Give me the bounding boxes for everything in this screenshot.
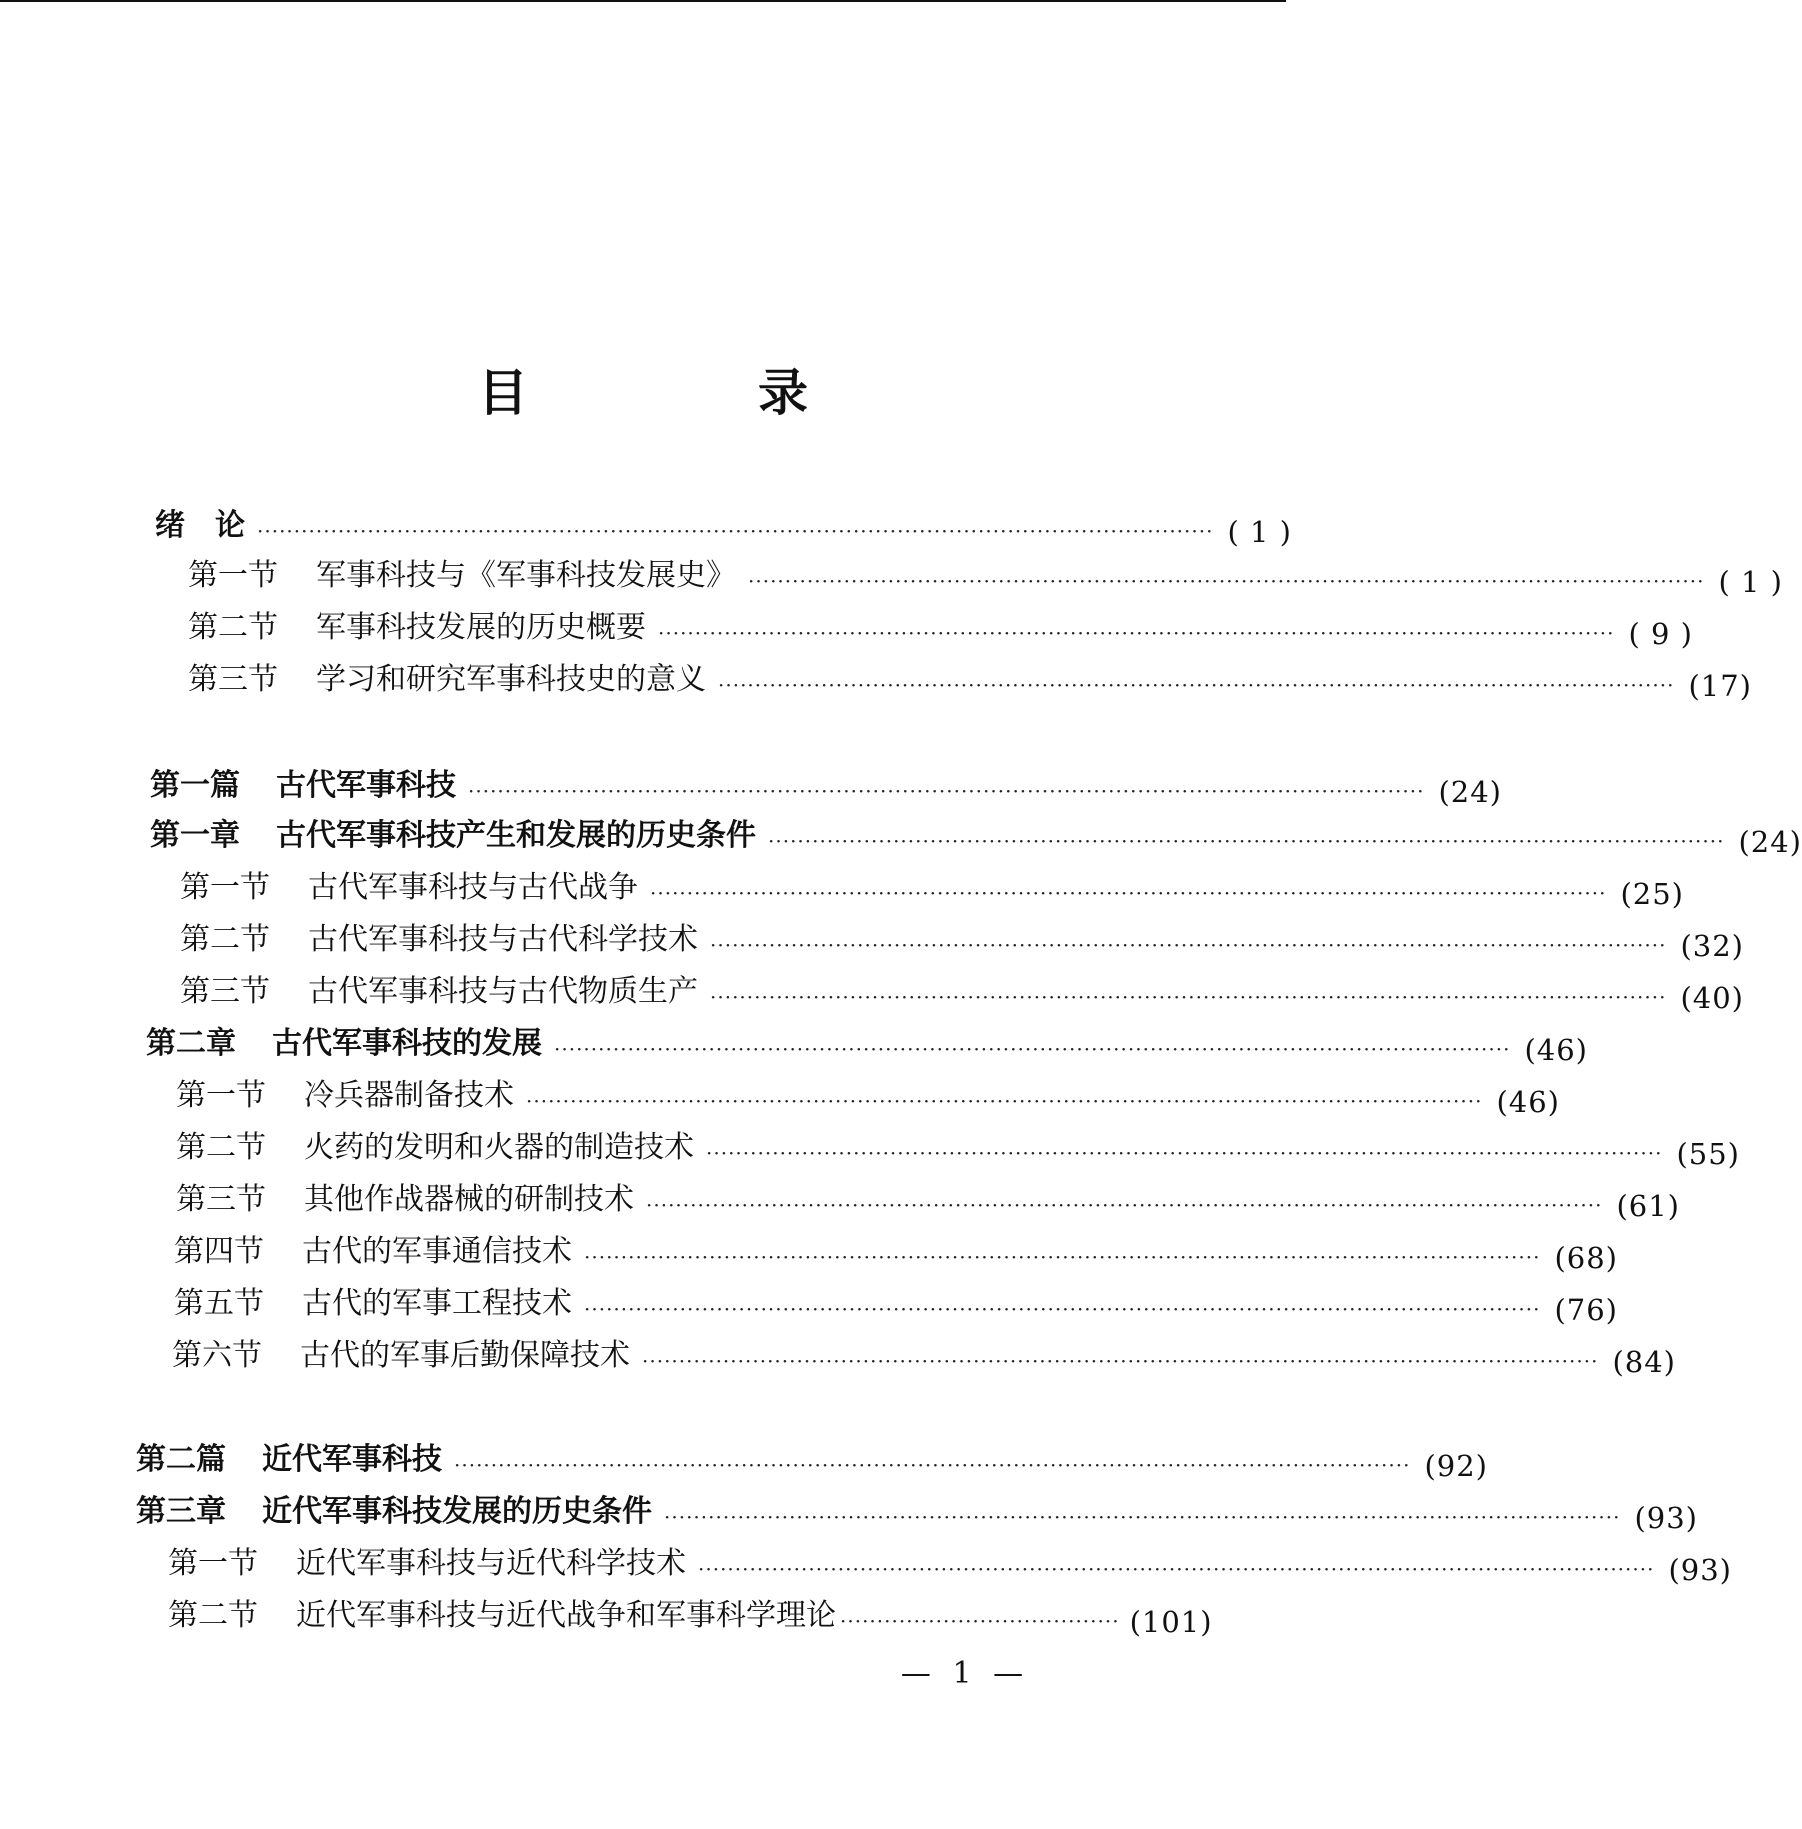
toc-entry-title: 古代军事科技产生和发展的历史条件: [276, 818, 756, 853]
toc-entry-title: 古代军事科技的发展: [272, 1026, 542, 1061]
toc-entry[interactable]: [176, 1180, 1680, 1223]
toc-entry-page: ( 1 ): [1718, 565, 1783, 599]
toc-entry-page: (24): [1738, 825, 1802, 859]
toc-entry-title: 军事科技与《军事科技发展史》: [316, 558, 736, 593]
toc-entry-title: 古代军事科技: [276, 768, 456, 803]
page-title: 目 录: [478, 364, 898, 422]
toc-entry[interactable]: [136, 1492, 1698, 1535]
toc-entry[interactable]: [136, 1440, 1488, 1483]
toc-entry-label: 第二节: [180, 922, 270, 957]
toc-entry-page: (68): [1554, 1241, 1618, 1275]
toc-entry-label: 第三章: [136, 1494, 226, 1529]
dot-leader: ··································································································································: [768, 829, 1725, 853]
dot-leader: ··································································································································: [706, 1141, 1663, 1165]
toc-entry-page: (25): [1620, 877, 1684, 911]
dot-leader: ··································································································································: [554, 1037, 1511, 1061]
toc-entry-label: 第三节: [188, 662, 278, 697]
toc-entry-label: 第一章: [150, 818, 240, 853]
toc-entry-label: 第一节: [168, 1546, 258, 1581]
toc-entry[interactable]: [174, 1284, 1618, 1327]
top-border-line: [0, 0, 1286, 2]
toc-entry-title: 古代军事科技与古代战争: [308, 870, 638, 905]
dot-leader: ······································: [840, 1609, 1120, 1633]
toc-entry-page: (46): [1524, 1033, 1588, 1067]
toc-entry-page: (17): [1688, 669, 1752, 703]
dot-leader: ··································································································································: [698, 1557, 1655, 1581]
dot-leader: ··································································································································: [658, 621, 1615, 645]
toc-entry-page: (93): [1634, 1501, 1698, 1535]
toc-entry[interactable]: [180, 920, 1744, 963]
toc-entry-label: 第三节: [180, 974, 270, 1009]
dot-leader: ··································································································································: [642, 1349, 1599, 1373]
dot-leader: ··································································································································: [710, 985, 1667, 1009]
toc-entry-label: 第一节: [180, 870, 270, 905]
toc-entry-title: 古代军事科技与古代科学技术: [308, 922, 698, 957]
dot-leader: ··································································································································: [454, 1453, 1411, 1477]
toc-entry-page: (55): [1676, 1137, 1740, 1171]
dot-leader: ··································································································································: [650, 881, 1607, 905]
dot-leader: ··································································································································: [257, 519, 1214, 543]
toc-entry-page: (24): [1438, 775, 1502, 809]
toc-entry-title: 学习和研究军事科技史的意义: [316, 662, 706, 697]
toc-entry-page: (61): [1616, 1189, 1680, 1223]
toc-entry-title: 火药的发明和火器的制造技术: [304, 1130, 694, 1165]
toc-entry-page: (101): [1129, 1605, 1213, 1639]
toc-entry-label: 第二节: [176, 1130, 266, 1165]
dot-leader: ··································································································································: [584, 1297, 1541, 1321]
dot-leader: ··································································································································: [718, 673, 1675, 697]
toc-entry-label: 第六节: [172, 1338, 262, 1373]
toc-entry-page: (84): [1612, 1345, 1676, 1379]
footer-page-number: — 1 —: [900, 1656, 1030, 1691]
toc-entry[interactable]: [168, 1596, 1213, 1639]
toc-entry[interactable]: [180, 972, 1744, 1015]
toc-entry[interactable]: [168, 1544, 1732, 1587]
toc-entry-label: 第三节: [176, 1182, 266, 1217]
dot-leader: ··································································································································: [748, 569, 1705, 593]
dot-leader: ··································································································································: [526, 1089, 1483, 1113]
toc-entry-title: 古代军事科技与古代物质生产: [308, 974, 698, 1009]
toc-entry-label: 第二节: [168, 1598, 258, 1633]
dot-leader: ··································································································································: [710, 933, 1667, 957]
toc-entry[interactable]: [150, 816, 1802, 859]
toc-entry[interactable]: [174, 1232, 1618, 1275]
toc-entry-label: 第一篇: [150, 768, 240, 803]
toc-entry[interactable]: [176, 1076, 1560, 1119]
toc-entry-page: (93): [1668, 1553, 1732, 1587]
toc-entry-label: 第二节: [188, 610, 278, 645]
toc-entry-label: 第二章: [146, 1026, 236, 1061]
toc-entry-title: 近代军事科技与近代战争和军事科学理论: [296, 1598, 836, 1633]
toc-entry-title: 近代军事科技与近代科学技术: [296, 1546, 686, 1581]
toc-entry-label: 第五节: [174, 1286, 264, 1321]
toc-entry[interactable]: [188, 660, 1752, 703]
toc-entry-page: ( 9 ): [1628, 617, 1693, 651]
dot-leader: ··································································································································: [646, 1193, 1603, 1217]
toc-entry[interactable]: [180, 868, 1684, 911]
toc-entry-label: 第一节: [176, 1078, 266, 1113]
toc-entry-title: 其他作战器械的研制技术: [304, 1182, 634, 1217]
toc-entry[interactable]: [150, 766, 1502, 809]
toc-entry[interactable]: [155, 506, 1292, 549]
toc-entry-title: 军事科技发展的历史概要: [316, 610, 646, 645]
toc-entry-label: 第二篇: [136, 1442, 226, 1477]
toc-entry[interactable]: [172, 1336, 1676, 1379]
dot-leader: ··································································································································: [664, 1505, 1621, 1529]
toc-entry-label: 第一节: [188, 558, 278, 593]
toc-entry-page: (92): [1424, 1449, 1488, 1483]
toc-entry-title: 冷兵器制备技术: [304, 1078, 514, 1113]
toc-entry-title: 古代的军事工程技术: [302, 1286, 572, 1321]
dot-leader: ··································································································································: [468, 779, 1425, 803]
dot-leader: ··································································································································: [584, 1245, 1541, 1269]
toc-entry-title: 近代军事科技发展的历史条件: [262, 1494, 652, 1529]
toc-entry-label: 绪 论: [155, 508, 245, 543]
toc-entry-page: (32): [1680, 929, 1744, 963]
toc-entry-title: 古代的军事通信技术: [302, 1234, 572, 1269]
toc-entry-page: (40): [1680, 981, 1744, 1015]
toc-entry-page: (46): [1496, 1085, 1560, 1119]
toc-entry-page: ( 1 ): [1227, 515, 1292, 549]
toc-entry-page: (76): [1554, 1293, 1618, 1327]
toc-entry-label: 第四节: [174, 1234, 264, 1269]
toc-entry[interactable]: [146, 1024, 1588, 1067]
toc-entry-title: 古代的军事后勤保障技术: [300, 1338, 630, 1373]
toc-entry[interactable]: [176, 1128, 1740, 1171]
toc-entry[interactable]: [188, 608, 1693, 651]
toc-entry-title: 近代军事科技: [262, 1442, 442, 1477]
toc-entry[interactable]: [188, 556, 1783, 599]
